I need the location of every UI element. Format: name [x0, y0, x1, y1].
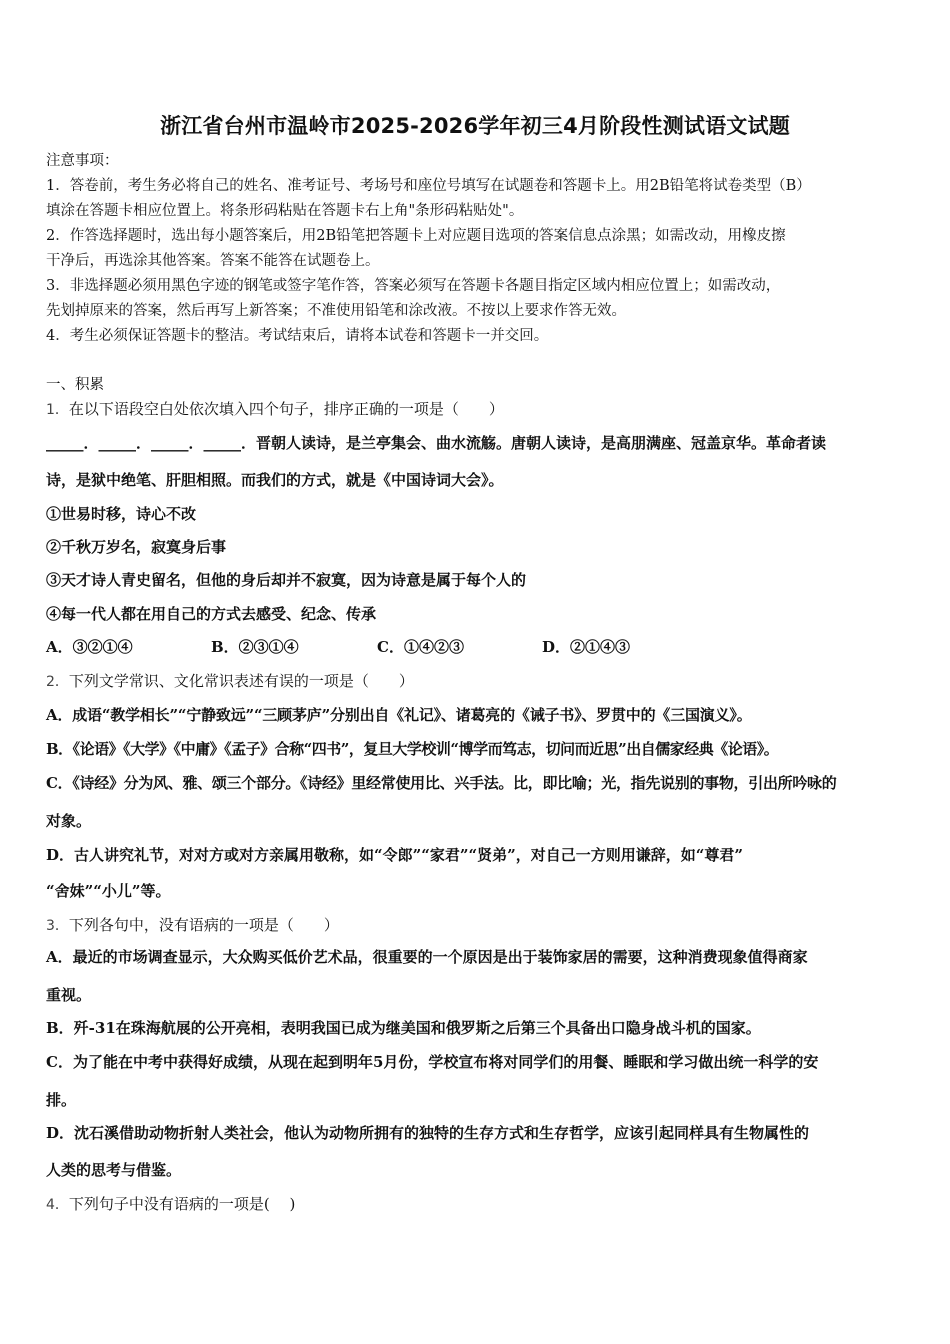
q1-options	[46, 636, 908, 658]
q1-sentence: ③天才诗人青史留名，但他的身后却并不寂寞，因为诗意是属于每个人的	[46, 571, 527, 589]
q1-sentence: ②千秋万岁名，寂寞身后事	[46, 538, 227, 556]
option-a: A．③②①④	[46, 638, 133, 656]
option-c: C．为了能在中考中获得好成绩，从现在起到明年5月份，学校宣布将对同学们的用餐、睡眠和学习做出统一科学的安	[46, 1053, 819, 1071]
question-text: 下列文学常识、文化常识表述有误的一项是（ ）	[68, 672, 414, 690]
q1-passage-line: _____．_____．_____．_____．晋朝人读诗，是兰亭集会、曲水流觞。唐朝人读诗，是高朋满座、冠盖京华。革命者读	[46, 434, 827, 452]
option-a: A．成语“教学相长”“宁静致远”“三顾茅庐”分别出自《礼记》、诸葛亮的《诫子书》、罗贯中的《三国演义》。	[46, 706, 752, 724]
question-text: 在以下语段空白处依次填入四个句子，排序正确的一项是（ ）	[68, 400, 504, 418]
question-number: 3．	[46, 918, 69, 934]
notice-line: 1．答卷前，考生务必将自己的姓名、准考证号、考场号和座位号填写在试题卷和答题卡上。用2B铅笔将试卷类型（B）	[46, 178, 811, 194]
q1-passage-line: 诗，是狱中绝笔、肝胆相照。而我们的方式，就是《中国诗词大会》。	[46, 471, 504, 489]
option-b: B．《论语》《大学》《中庸》《孟子》合称“四书”，复旦大学校训“博学而笃志，切问而近思”出自儒家经典《论语》。	[46, 740, 779, 758]
page-title: 浙江省台州市温岭市2025-2026学年初三4月阶段性测试语文试题	[160, 114, 790, 138]
notice-line: 4．考生必须保证答题卡的整洁。考试结束后，请将本试卷和答题卡一并交回。	[46, 328, 549, 344]
option-d: D．沈石溪借助动物折射人类社会，他认为动物所拥有的独特的生存方式和生存哲学，应该引起同样具有生物属性的	[46, 1124, 810, 1142]
question-text: 下列各句中，没有语病的一项是（ ）	[68, 916, 339, 934]
notice-heading: 注意事项：	[46, 153, 119, 169]
option-c: C．《诗经》分为风、雅、颂三个部分。《诗经》里经常使用比、兴手法。比，即比喻；光，指先说别的事物，引出所吟咏的	[46, 774, 837, 792]
question-3-stem	[46, 914, 908, 937]
question-4-stem	[46, 1193, 908, 1216]
option-d-continued: 人类的思考与借鉴。	[46, 1161, 182, 1179]
question-text: 下列句子中没有语病的一项是( )	[68, 1195, 296, 1213]
question-number: 1．	[46, 402, 69, 418]
section-heading: 一、积累	[46, 377, 104, 393]
notice-line: 填涂在答题卡相应位置上。将条形码粘贴在答题卡右上角"条形码粘贴处"。	[46, 203, 524, 219]
option-a: A．最近的市场调查显示，大众购买低价艺术品，很重要的一个原因是出于装饰家居的需要，这种消费现象值得商家	[46, 948, 808, 966]
option-d: D．古人讲究礼节，对对方或对方亲属用敬称，如“令郎”“家君”“贤弟”，对自己一方则用谦辞，如“尊君”	[46, 846, 744, 864]
option-c-continued: 排。	[46, 1091, 77, 1109]
option-d: D．②①④③	[542, 638, 631, 656]
option-d-continued: “舍妹”“小儿”等。	[46, 882, 171, 900]
question-1-stem	[46, 398, 908, 421]
notice-line: 3．非选择题必须用黑色字迹的钢笔或签字笔作答，答案必须写在答题卡各题目指定区域内相应位置上；如需改动，	[46, 278, 781, 294]
option-a-continued: 重视。	[46, 986, 92, 1004]
question-2-stem	[46, 670, 908, 693]
notice-line: 干净后，再选涂其他答案。答案不能答在试题卷上。	[46, 253, 380, 269]
q1-sentence: ①世易时移，诗心不改	[46, 505, 197, 523]
question-number: 2．	[46, 674, 69, 690]
question-number: 4．	[46, 1197, 69, 1213]
notice-line: 先划掉原来的答案，然后再写上新答案；不准使用铅笔和涂改液。不按以上要求作答无效。	[46, 303, 626, 319]
option-b: B．歼-31在珠海航展的公开亮相，表明我国已成为继美国和俄罗斯之后第三个具备出口隐身战斗机的国家。	[46, 1019, 761, 1037]
q1-sentence: ④每一代人都在用自己的方式去感受、纪念、传承	[46, 605, 377, 623]
notice-line: 2．作答选择题时，选出每小题答案后，用2B铅笔把答题卡上对应题目选项的答案信息点涂黑；如需改动，用橡皮擦	[46, 228, 786, 244]
option-c: C．①④②③	[377, 638, 464, 656]
option-c-continued: 对象。	[46, 812, 92, 830]
option-b: B．②③①④	[211, 638, 299, 656]
